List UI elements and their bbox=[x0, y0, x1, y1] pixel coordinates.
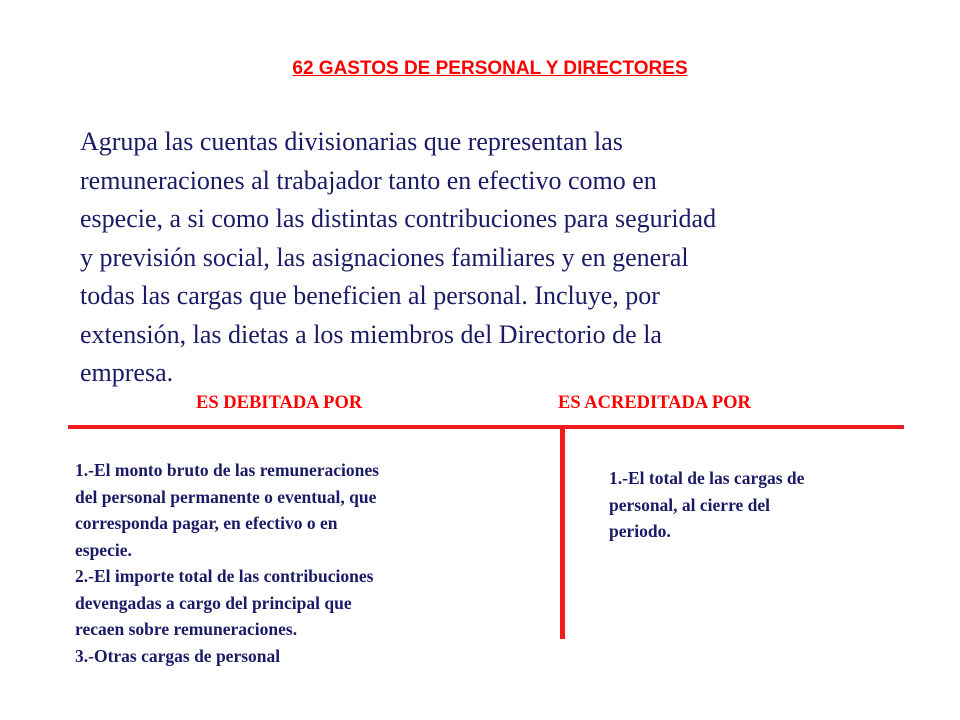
debit-item-line: especie. bbox=[75, 539, 132, 560]
debit-items-list bbox=[75, 457, 545, 669]
description-line: remuneraciones al trabajador tanto en efectivo como en bbox=[80, 165, 657, 195]
description-line: extensión, las dietas a los miembros del Directorio de la bbox=[80, 319, 662, 349]
description-line: especie, a si como las distintas contribuciones para seguridad bbox=[80, 204, 717, 233]
debit-column-header: ES DEBITADA POR bbox=[196, 393, 363, 413]
description-line: todas las cargas que beneficien al personal. Incluye, por bbox=[80, 281, 660, 310]
slide-title: 62 GASTOS DE PERSONAL Y DIRECTORES bbox=[292, 58, 688, 79]
credit-column-header: ES ACREDITADA POR bbox=[558, 393, 751, 413]
debit-item-line: 1.-El monto bruto de las remuneraciones bbox=[75, 460, 379, 480]
credit-items-list bbox=[609, 465, 909, 545]
t-account-vertical-line bbox=[560, 427, 565, 639]
debit-item-line: 3.-Otras cargas de personal bbox=[75, 645, 281, 666]
description-line: Agrupa las cuentas divisionarias que representan las bbox=[80, 127, 623, 156]
debit-item-line: corresponda pagar, en efectivo o en bbox=[75, 513, 338, 533]
t-account-horizontal-line bbox=[68, 425, 904, 429]
description-line: empresa. bbox=[80, 358, 174, 387]
credit-item-line: personal, al cierre del bbox=[609, 494, 771, 515]
credit-item-line: 1.-El total de las cargas de bbox=[609, 468, 805, 488]
account-description bbox=[80, 123, 880, 393]
debit-item-line: devengadas a cargo del principal que bbox=[75, 592, 352, 613]
description-line: y previsión social, las asignaciones familiares y en general bbox=[80, 242, 689, 272]
debit-item-line: del personal permanente o eventual, que bbox=[75, 486, 377, 507]
debit-item-line: recaen sobre remuneraciones. bbox=[75, 619, 298, 639]
debit-item-line: 2.-El importe total de las contribuciones bbox=[75, 566, 374, 586]
credit-item-line: periodo. bbox=[609, 521, 671, 541]
